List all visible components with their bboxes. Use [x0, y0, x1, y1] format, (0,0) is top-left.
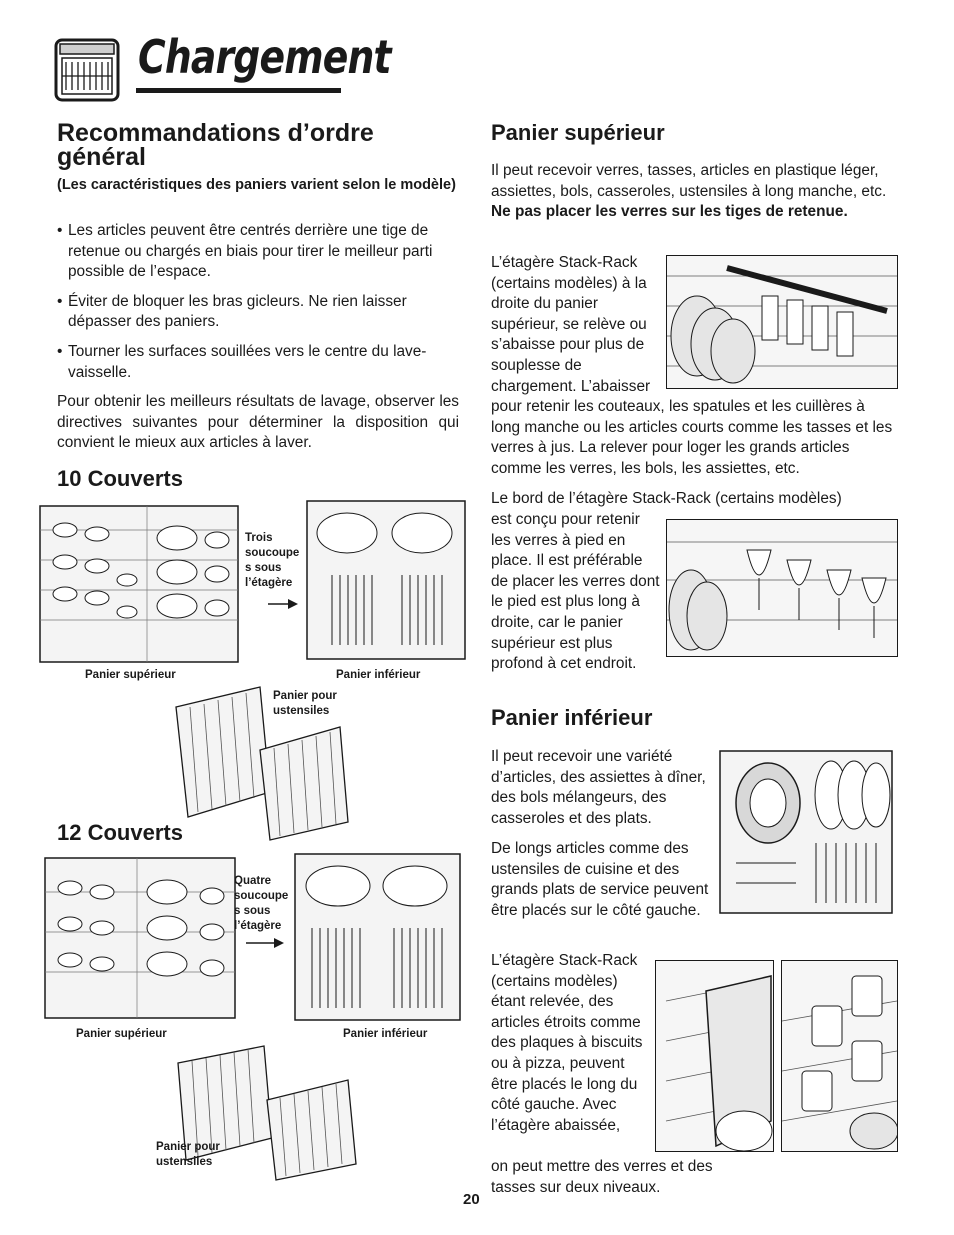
- washing-results-paragraph: Pour obtenir les meilleurs résultats de lavage, observer les directives suivantes pour déterminer la disposition qui convient le mieux aux articles à laver.: [57, 393, 459, 452]
- utensil-basket-illustration-10: [170, 672, 370, 842]
- upper-rack-label-12: Panier supérieur: [76, 1028, 167, 1040]
- lower-rack-heading: Panier inférieur: [491, 705, 653, 730]
- lower-rack-illustration: [716, 743, 896, 918]
- dishwasher-icon: [54, 38, 120, 102]
- rack-variation-note: (Les caractéristiques des paniers varient selon le modèle): [57, 177, 456, 193]
- page-number: 20: [463, 1191, 480, 1208]
- general-recommendations-heading: Recommandations d’ordre général: [57, 119, 374, 171]
- ten-settings-heading: 10 Couverts: [57, 466, 183, 491]
- upper-rack-intro-text: Il peut recevoir verres, tasses, articles en plastique léger, assiettes, bols, casseroles, ustensiles à long manche, etc.: [491, 162, 887, 200]
- recommendation-item: • Tourner les surfaces souillées vers le centre du lave-vaisselle.: [57, 342, 459, 383]
- long-items-paragraph: De longs articles comme des ustensiles de cuisine et des grands plats de service peuvent être placés sur le côté gauche.: [491, 840, 709, 919]
- upper-rack-heading: Panier supérieur: [491, 120, 665, 145]
- page-title: Chargement: [138, 30, 391, 84]
- saucers-under-shelf-note: Quatre soucoupe s sous l’étagère: [234, 875, 289, 932]
- upper-rack-label-10: Panier supérieur: [85, 669, 176, 681]
- arrow-right-icon: [246, 935, 284, 953]
- lower-rack-intro: Il peut recevoir une variété d’articles, des assiettes à dîner, des bols mélangeurs, des casseroles et des plats.: [491, 748, 706, 827]
- lower-rack-label-12: Panier inférieur: [343, 1028, 428, 1040]
- stack-rack-continued: pour retenir les couteaux, les spatules et les cuillères à long manche ou les articles courts comme les tasses et les verres à jus. La relever pour loger les grands articles comme les verres, les bols, les assiettes, etc.: [491, 398, 893, 477]
- lower-rack-illustration-10: [302, 495, 470, 665]
- cookie-sheet-illustration: [655, 960, 774, 1152]
- title-underline: [136, 88, 341, 93]
- recommendation-list: [57, 221, 459, 454]
- lower-rack-label-10: Panier inférieur: [336, 669, 421, 681]
- lower-rack-illustration-12: [290, 848, 465, 1026]
- stack-rack-edge-intro: Le bord de l’étagère Stack-Rack (certains modèles): [491, 490, 842, 507]
- stack-rack-description: L’étagère Stack-Rack (certains modèles) à la droite du panier supérieur, se relève ou s’abaisse pour plus de souplesse de chargement. L’abaisser: [491, 254, 651, 395]
- stemware-shelf-illustration: [666, 519, 898, 657]
- stack-rack-illustration: [666, 255, 898, 389]
- recommendation-item: • Éviter de bloquer les bras gicleurs. Ne rien laisser dépasser des paniers.: [57, 292, 459, 333]
- upper-rack-warning: Ne pas placer les verres sur les tiges de retenue.: [491, 203, 848, 221]
- two-tier-paragraph: on peut mettre des verres et des tasses sur deux niveaux.: [491, 1158, 713, 1196]
- stack-rack-edge-details: est conçu pour retenir les verres à pied en place. Il est préférable de placer les verres dont le pied est plus long à droite, car le panier supérieur est plus profond à cet endroit.: [491, 511, 660, 673]
- two-tier-glasses-illustration: [781, 960, 898, 1152]
- saucers-under-shelf-note: Trois soucoupe s sous l’étagère: [245, 532, 300, 589]
- utensil-basket-label-10: Panier pour ustensiles: [273, 690, 337, 717]
- arrow-right-icon: [268, 596, 298, 614]
- utensil-basket-label-12: Panier pour ustensiles: [156, 1141, 220, 1168]
- stack-rack-raised-paragraph: L’étagère Stack-Rack (certains modèles) étant relevée, des articles étroits comme des plaques à biscuits ou à pizza, peuvent être placés le long du côté gauche. Avec l’étagère abaissée,: [491, 952, 643, 1134]
- upper-rack-illustration-12: [42, 852, 240, 1024]
- upper-rack-illustration-10: [37, 500, 242, 668]
- twelve-settings-heading: 12 Couverts: [57, 820, 183, 845]
- recommendation-item: • Les articles peuvent être centrés derrière une tige de retenue ou chargés en biais pour tirer le meilleur parti possible de l’espace.: [57, 221, 459, 283]
- upper-rack-intro: [491, 161, 893, 223]
